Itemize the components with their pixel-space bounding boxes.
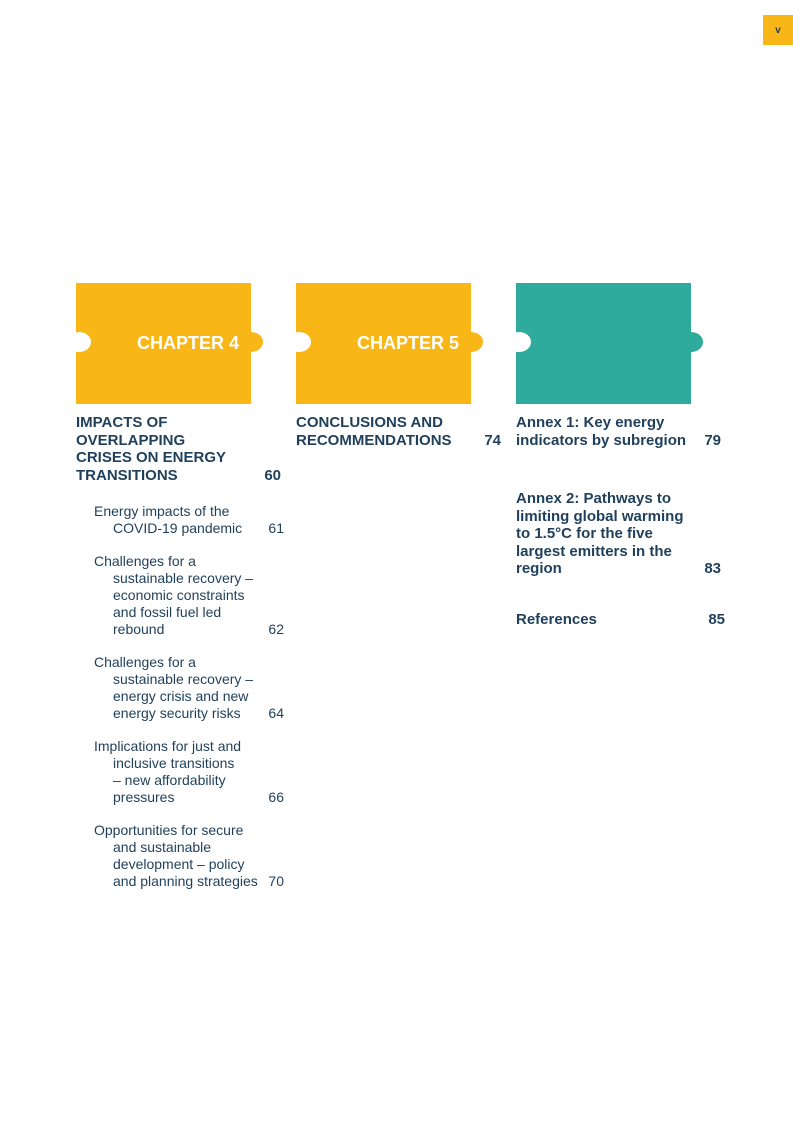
entry-line: Challenges for a bbox=[94, 654, 196, 670]
entry-line: and sustainable bbox=[113, 839, 212, 855]
page-number: 74 bbox=[484, 431, 501, 449]
chapter-4-title[interactable] bbox=[76, 414, 281, 484]
entry-line: sustainable recovery – bbox=[113, 671, 254, 687]
references-entry[interactable] bbox=[516, 611, 725, 629]
puzzle-knob bbox=[459, 332, 483, 352]
title-line: OVERLAPPING bbox=[76, 431, 186, 449]
entry-line: development – policy bbox=[113, 856, 245, 872]
annex-puzzle-tile bbox=[516, 283, 692, 404]
page-number: 85 bbox=[708, 611, 725, 628]
page-number: 61 bbox=[268, 520, 284, 536]
title-line: region bbox=[516, 560, 562, 577]
title-line: References bbox=[516, 611, 597, 628]
title-line: indicators by subregion bbox=[516, 431, 687, 449]
entry-line: pressures bbox=[113, 789, 175, 805]
puzzle-notch bbox=[507, 332, 531, 352]
entry-line: inclusive transitions bbox=[113, 755, 235, 771]
title-line: largest emitters in the bbox=[516, 542, 672, 560]
entry-line: Challenges for a bbox=[94, 553, 196, 569]
puzzle-knob bbox=[239, 332, 263, 352]
page-number: 66 bbox=[268, 789, 284, 805]
toc-entry[interactable] bbox=[94, 553, 284, 638]
toc-entry[interactable] bbox=[94, 822, 284, 890]
title-line: Annex 2: Pathways to bbox=[516, 490, 672, 507]
page-number: 79 bbox=[704, 431, 721, 449]
title-line: CRISES ON ENERGY bbox=[76, 449, 227, 466]
page-number: 62 bbox=[268, 621, 284, 637]
annex-2-entry[interactable] bbox=[516, 490, 721, 578]
page-number: 64 bbox=[268, 705, 284, 721]
toc-entry[interactable] bbox=[94, 738, 284, 806]
chapter-label: CHAPTER 5 bbox=[356, 333, 459, 353]
title-line: Annex 1: Key energy bbox=[516, 414, 665, 431]
page-number-badge: v bbox=[763, 15, 793, 45]
title-line: limiting global warming bbox=[516, 507, 684, 525]
annex-1-entry[interactable] bbox=[516, 414, 721, 449]
title-line: IMPACTS OF bbox=[76, 414, 168, 431]
entry-line: sustainable recovery – bbox=[113, 570, 254, 586]
entry-line: energy crisis and new bbox=[113, 688, 249, 704]
page-number: 60 bbox=[264, 466, 281, 484]
entry-line: COVID-19 pandemic bbox=[113, 520, 243, 536]
title-line: TRANSITIONS bbox=[76, 466, 178, 484]
entry-line: – new affordability bbox=[113, 772, 226, 788]
chapter-4-puzzle-tile bbox=[76, 283, 252, 404]
entry-line: economic constraints bbox=[113, 587, 245, 603]
entry-line: and planning strategies bbox=[113, 873, 258, 889]
title-line: RECOMMENDATIONS bbox=[296, 431, 452, 449]
chapter-5-title[interactable] bbox=[296, 414, 501, 449]
entry-line: and fossil fuel led bbox=[113, 604, 222, 620]
title-line: CONCLUSIONS AND bbox=[296, 414, 443, 431]
entry-line: Opportunities for secure bbox=[94, 822, 244, 838]
toc-entry[interactable] bbox=[94, 654, 284, 722]
page-number: 83 bbox=[704, 560, 721, 577]
entry-line: Implications for just and bbox=[94, 738, 242, 754]
entry-line: Energy impacts of the bbox=[94, 503, 230, 519]
title-line: to 1.5°C for the five bbox=[516, 525, 653, 542]
puzzle-knob bbox=[679, 332, 703, 352]
entry-line: energy security risks bbox=[113, 705, 241, 721]
puzzle-body bbox=[516, 283, 691, 404]
toc-entry[interactable] bbox=[94, 503, 284, 537]
page-number: 70 bbox=[268, 873, 284, 889]
chapter-label: CHAPTER 4 bbox=[136, 333, 239, 353]
entry-line: rebound bbox=[113, 621, 165, 637]
chapter-5-puzzle-tile bbox=[296, 283, 472, 404]
